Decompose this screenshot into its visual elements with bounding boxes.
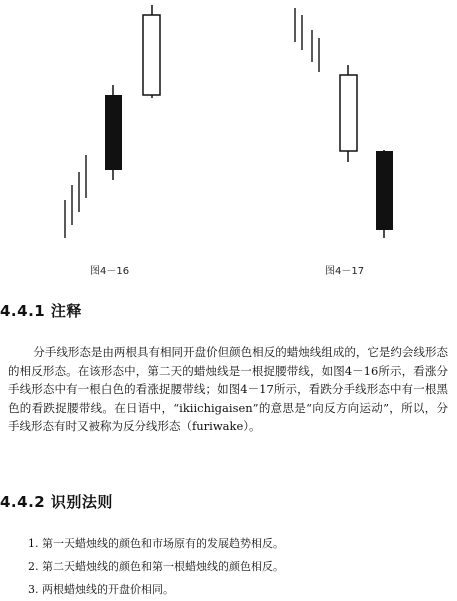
black-candle-body [376,151,393,230]
list-item: 3. 两根蜡烛线的开盘价相同。 [28,583,174,596]
figure-4-17 [270,0,457,280]
list-item: 1. 第一天蜡烛线的颜色和市场原有的发展趋势相反。 [28,537,284,550]
rules-list [28,532,448,601]
section-heading-rules: 4.4.2 识别法则 [0,493,113,511]
figure-caption: 图4－17 [325,266,365,277]
list-item: 2. 第二天蜡烛线的颜色和第一根蜡烛线的颜色相反。 [28,560,284,573]
white-candle-body [143,15,160,95]
white-candle-body [340,75,357,151]
figure-caption: 图4－16 [90,266,130,277]
section-heading-annotation: 4.4.1 注释 [0,302,82,320]
figure-4-16-drawing [40,0,260,280]
figure-4-17-drawing [270,0,457,280]
figure-4-16 [40,0,260,280]
section-paragraph: 分手线形态是由两根具有相同开盘价但颜色相反的蜡烛线组成的，它是约会线形态的相反形态。在该形态中，第二天的蜡烛线是一根捉腰带线，如图4－16所示，看涨分手线形态中有一根白色的看涨捉腰带线；如图4－17所示，看跌分手线形态中有一根黑色的看跌捉腰带线。在日语中，“ikiichigaisen”的意思是“向反方向运动”，所以，分手线形态有时又被称为反分线形态（furiwake）。 [8,345,448,433]
black-candle-body [105,95,122,170]
